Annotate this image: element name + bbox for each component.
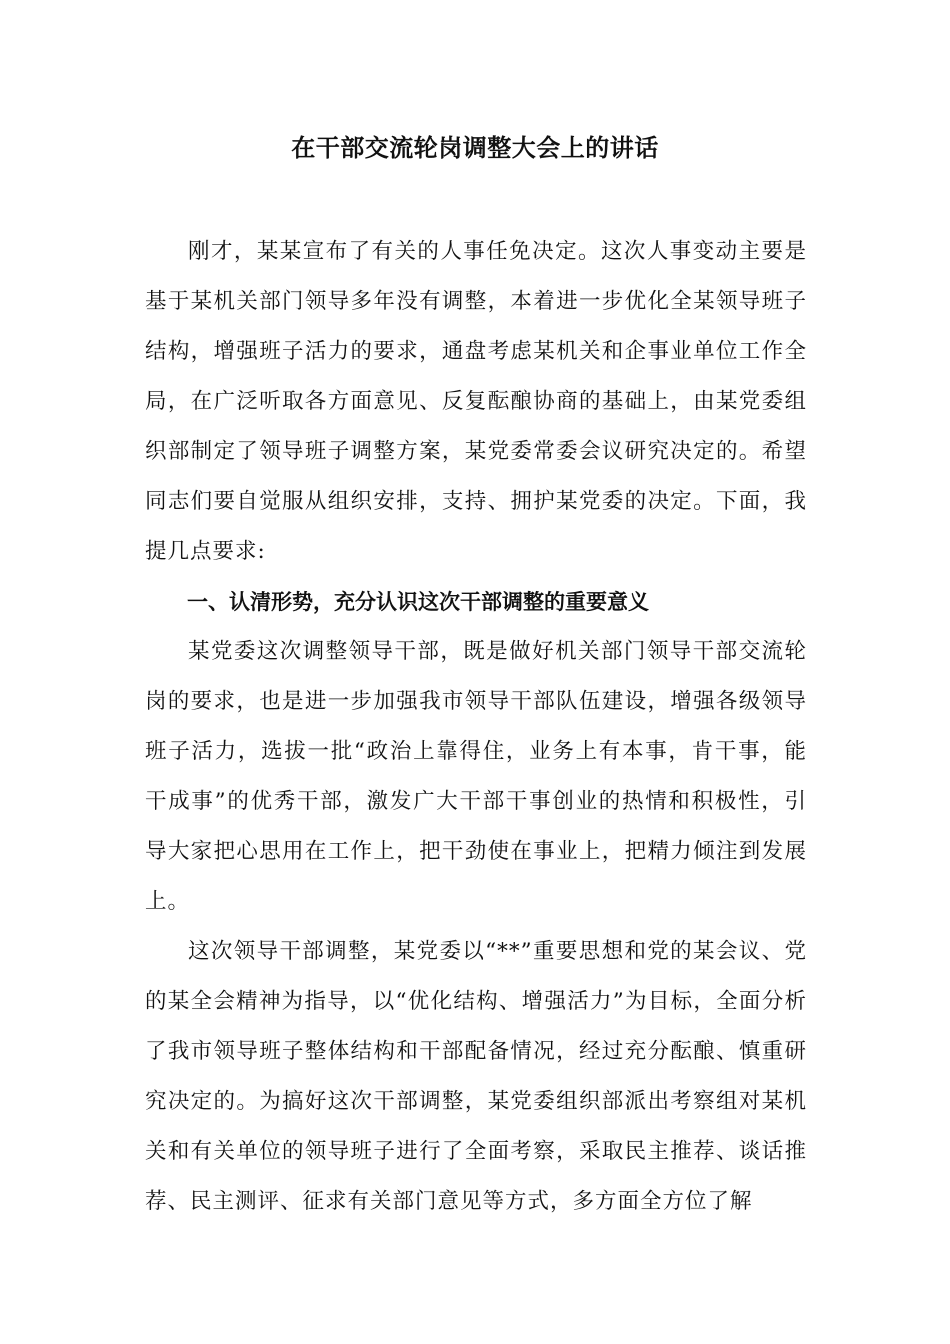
- document-title: 在干部交流轮岗调整大会上的讲话: [291, 134, 659, 162]
- paragraph-significance: 某党委这次调整领导干部，既是做好机关部门领导干部交流轮岗的要求，也是进一步加强我市领导干部队伍建设，增强各级领导班子活力，选拔一批“政治上靠得住，业务上有本事，肯干事，能干成事”的优秀干部，激发广大干部干事创业的热情和积极性，引导大家把心思用在工作上，把干劲使在事业上，把精力倾注到发展上。: [145, 639, 807, 914]
- document-body: [145, 227, 807, 1227]
- section-heading: 一、认清形势，充分认识这次干部调整的重要意义: [187, 590, 649, 614]
- paragraph-adjustment: 这次领导干部调整，某党委以“**”重要思想和党的某会议、党的某全会精神为指导，以“优化结构、增强活力”为目标，全面分析了我市领导班子整体结构和干部配备情况，经过充分酝酿、慎重研究决定的。为搞好这次干部调整，某党委组织部派出考察组对某机关和有关单位的领导班子进行了全面考察，采取民主推荐、谈话推荐、民主测评、征求有关部门意见等方式，多方面全方位了解: [145, 939, 807, 1214]
- paragraph-intro: 刚才，某某宣布了有关的人事任免决定。这次人事变动主要是基于某机关部门领导多年没有调整，本着进一步优化全某领导班子结构，增强班子活力的要求，通盘考虑某机关和企事业单位工作全局，在广泛听取各方面意见、反复酝酿协商的基础上，由某党委组织部制定了领导班子调整方案，某党委常委会议研究决定的。希望同志们要自觉服从组织安排，支持、拥护某党委的决定。下面，我提几点要求:: [145, 239, 807, 564]
